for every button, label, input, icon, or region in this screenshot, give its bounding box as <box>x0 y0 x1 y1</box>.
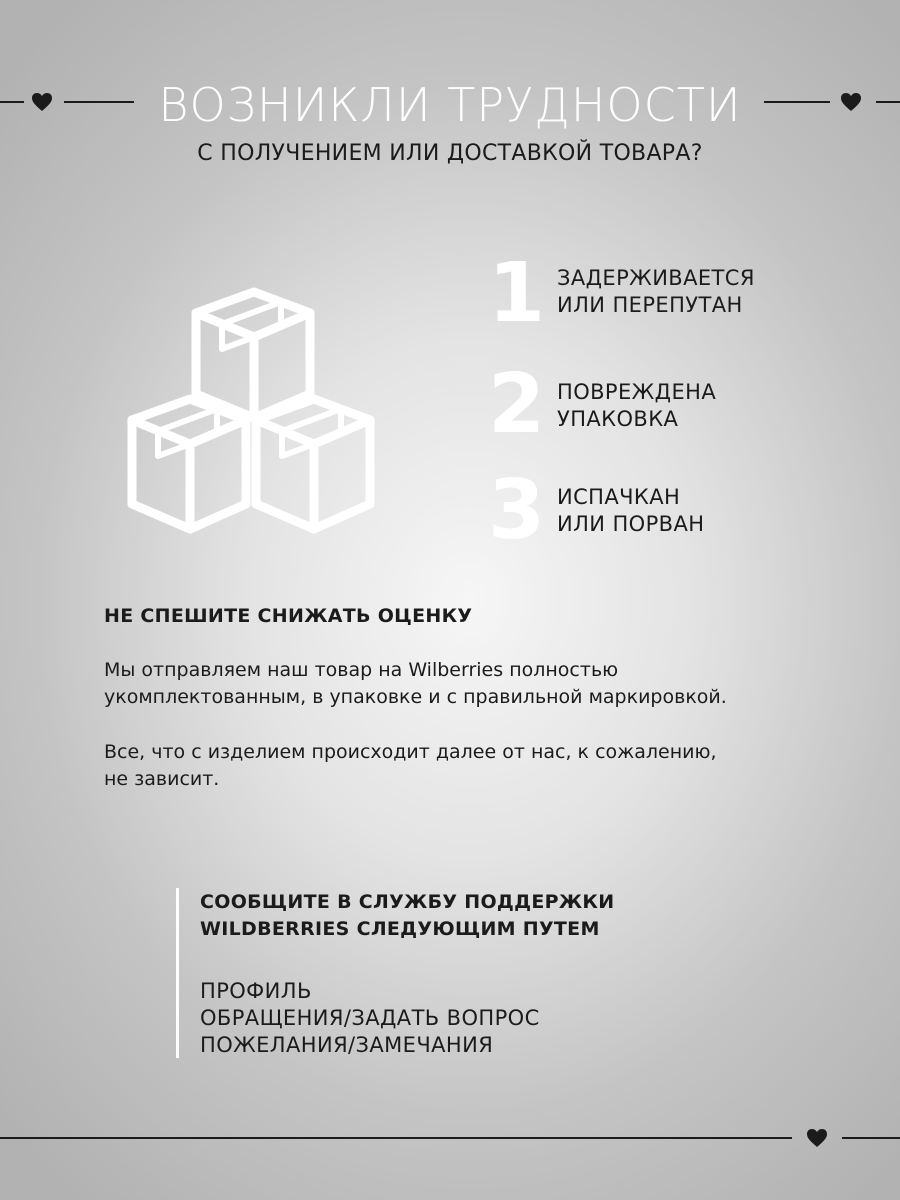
reason-text <box>557 265 755 319</box>
reason-line: УПАКОВКА <box>557 407 679 431</box>
reason-line: ЗАДЕРЖИВАЕТСЯ <box>557 266 755 290</box>
support-heading-line: СООБЩИТЕ В СЛУЖБУ ПОДДЕРЖКИ <box>200 891 615 913</box>
reason-number: 2 <box>488 357 546 452</box>
support-path <box>200 978 540 1059</box>
reason-line: ПОВРЕЖДЕНА <box>557 380 717 404</box>
reason-line: ИСПАЧКАН <box>557 485 681 509</box>
support-heading <box>200 889 614 943</box>
notice-line: не зависит. <box>104 768 220 790</box>
support-accent-bar <box>176 888 179 1058</box>
notice-line: укомплектованным, в упаковке и с правильной маркировкой. <box>104 686 727 708</box>
heart-icon <box>806 1128 828 1148</box>
reason-text <box>557 484 704 538</box>
support-path-step: ПРОФИЛЬ <box>200 979 312 1003</box>
page-subtitle: С ПОЛУЧЕНИЕМ ИЛИ ДОСТАВКОЙ ТОВАРА? <box>197 141 703 166</box>
notice-heading: НЕ СПЕШИТЕ СНИЖАТЬ ОЦЕНКУ <box>104 605 473 627</box>
boxes-icon <box>124 282 380 534</box>
notice-line: Все, что с изделием происходит далее от нас, к сожалению, <box>104 741 717 763</box>
notice-line: Мы отправляем наш товар на Wilberries полностью <box>104 659 619 681</box>
reason-number: 1 <box>488 246 546 341</box>
support-heading-line: WILDBERRIES СЛЕДУЮЩИМ ПУТЕМ <box>200 918 600 940</box>
divider-line <box>0 1137 792 1139</box>
reason-line: ИЛИ ПЕРЕПУТАН <box>557 293 743 317</box>
reason-line: ИЛИ ПОРВАН <box>557 512 705 536</box>
support-path-step: ПОЖЕЛАНИЯ/ЗАМЕЧАНИЯ <box>200 1033 494 1057</box>
page-title: ВОЗНИКЛИ ТРУДНОСТИ <box>158 78 742 132</box>
reason-text <box>557 379 716 433</box>
notice-paragraph <box>104 739 864 793</box>
notice-paragraph <box>104 657 864 711</box>
reason-number: 3 <box>488 463 546 558</box>
support-path-step: ОБРАЩЕНИЯ/ЗАДАТЬ ВОПРОС <box>200 1006 540 1030</box>
divider-line <box>842 1137 900 1139</box>
